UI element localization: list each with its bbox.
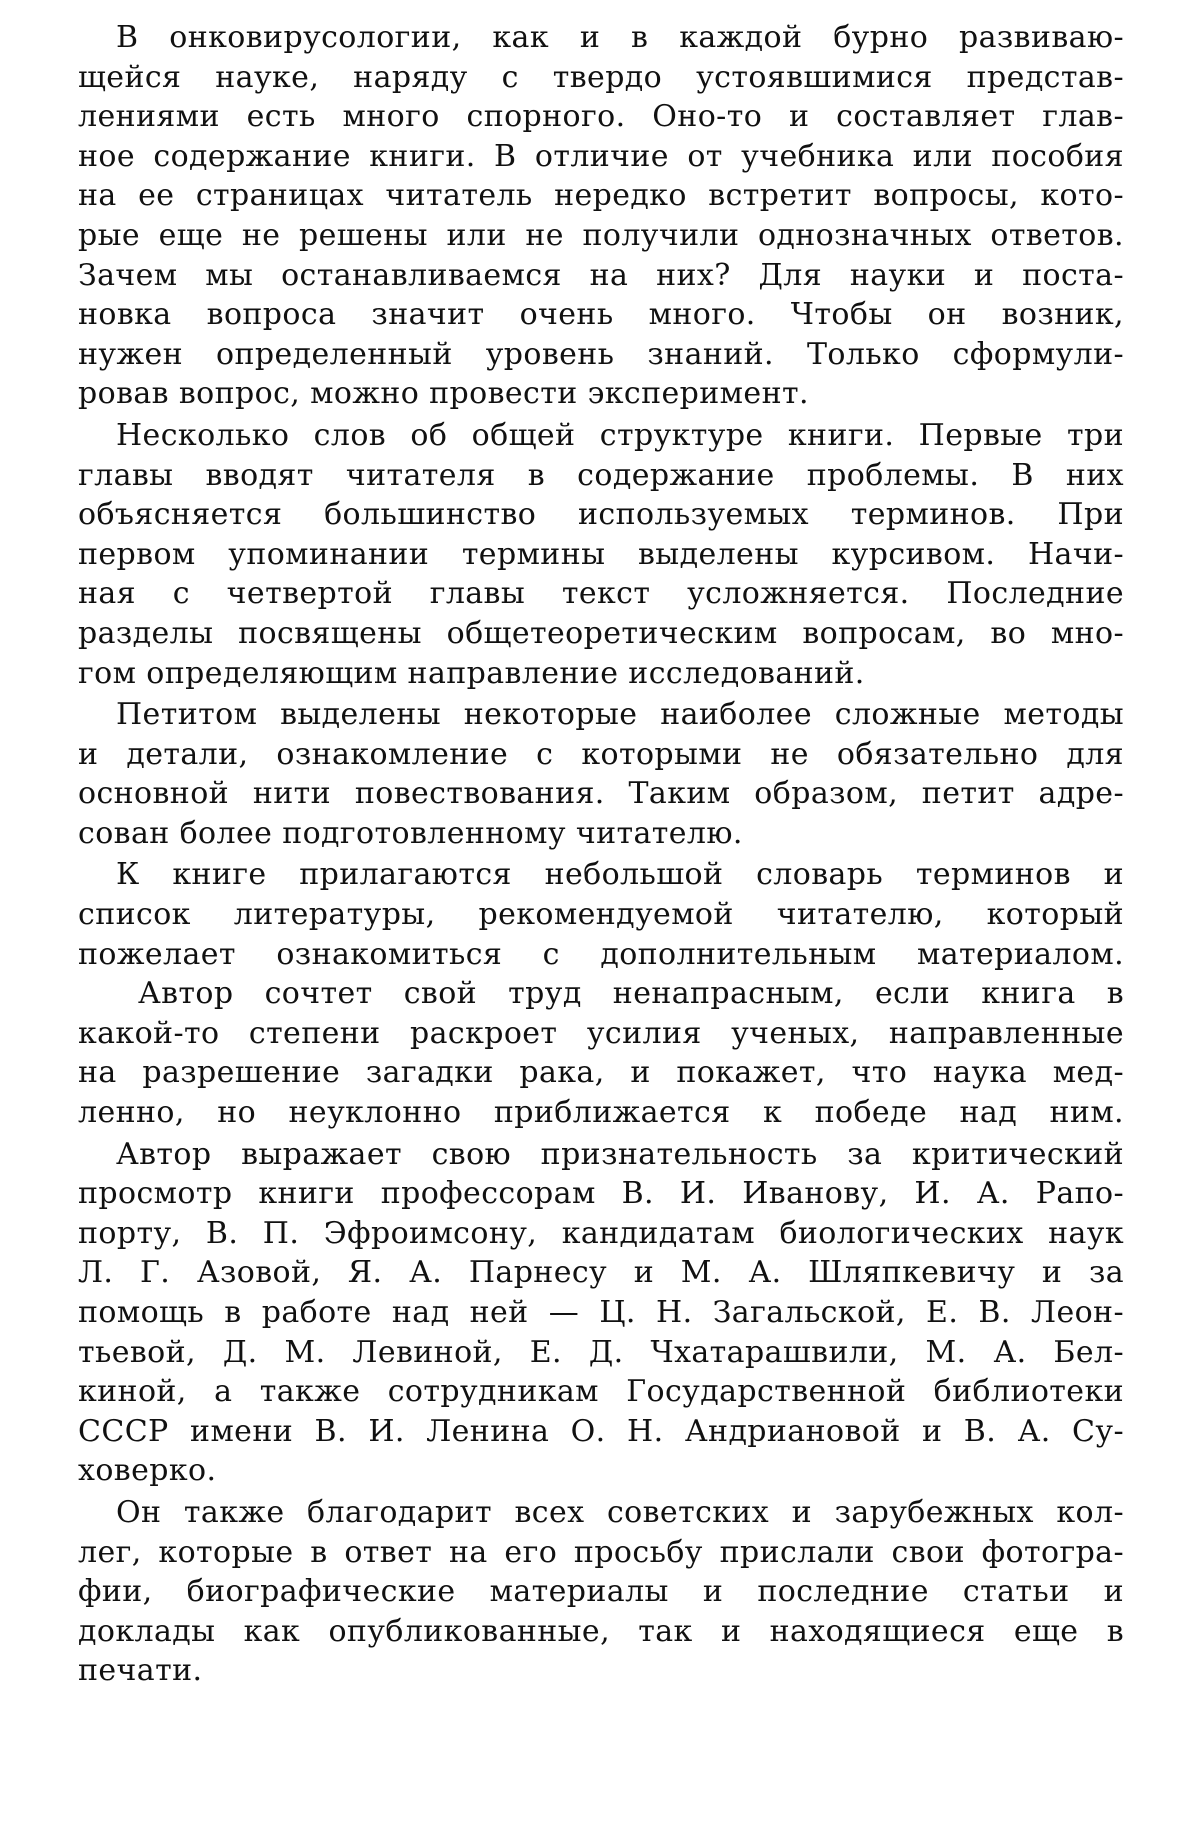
text-line: лег, которые в ответ на его просьбу прислали свои фотогра-: [78, 1534, 1124, 1570]
paragraph-author-hope: [78, 974, 1124, 1132]
text-line: тьевой, Д. М. Левиной, Е. Д. Чхатарашвили, М. А. Бел-: [78, 1334, 1124, 1370]
paragraph-intro: [78, 18, 1124, 414]
text-line: ровав вопрос, можно провести эксперимент.: [78, 376, 809, 412]
text-line: разделы посвящены общетеоретическим вопросам, во мно-: [78, 615, 1124, 651]
paragraph-glossary: [78, 855, 1124, 974]
text-line: первом упоминании термины выделены курсивом. Начи-: [78, 536, 1124, 572]
text-line: Несколько слов об общей структуре книги. Первые три: [116, 417, 1124, 453]
text-line: какой-то степени раскроет усилия ученых, направленные: [78, 1015, 1124, 1051]
text-line: Петитом выделены некоторые наиболее сложные методы: [116, 697, 1124, 733]
text-line: главы вводят читателя в содержание проблемы. В них: [78, 457, 1124, 493]
text-line: К книге прилагаются небольшой словарь терминов и: [116, 857, 1124, 893]
text-line: новка вопроса значит очень много. Чтобы он возник,: [78, 297, 1124, 333]
text-line: порту, В. П. Эфроимсону, кандидатам биологических наук: [78, 1215, 1124, 1251]
text-line: щейся науке, наряду с твердо устоявшимися представ-: [78, 59, 1124, 95]
text-line: просмотр книги профессорам В. И. Иванову, И. А. Рапо-: [78, 1176, 1124, 1212]
text-line: СССР имени В. И. Ленина О. Н. Андриановой и В. А. Су-: [78, 1413, 1124, 1449]
text-line: и детали, ознакомление с которыми не обязательно для: [78, 736, 1124, 772]
text-line: гом определяющим направление исследований.: [78, 655, 865, 691]
text-line: киной, а также сотрудникам Государственной библиотеки: [78, 1374, 1124, 1410]
text-line: ная с четвертой главы текст усложняется. Последние: [78, 576, 1124, 612]
paragraph-structure: [78, 416, 1124, 693]
text-line: основной нити повествования. Таким образом, петит адре-: [78, 776, 1124, 812]
text-line: Л. Г. Азовой, Я. А. Парнесу и М. А. Шляпкевичу и за: [78, 1255, 1124, 1291]
paragraph-petit: [78, 695, 1124, 853]
text-line: ное содержание книги. В отличие от учебника или пособия: [78, 138, 1124, 174]
text-line: ховерко.: [78, 1453, 217, 1489]
text-line: список литературы, рекомендуемой читателю, который: [78, 897, 1124, 933]
text-line: Автор сочтет свой труд ненапрасным, если книга в: [138, 976, 1124, 1012]
text-line: объясняется большинство используемых терминов. При: [78, 497, 1124, 533]
text-line: фии, биографические материалы и последние статьи и: [78, 1574, 1124, 1610]
text-line: В онковирусологии, как и в каждой бурно развиваю-: [116, 20, 1124, 55]
text-line: лениями есть много спорного. Оно-то и составляет глав-: [78, 99, 1124, 135]
paragraph-acknowledgements: [78, 1135, 1124, 1491]
document-page: [78, 18, 1124, 1691]
text-line: нужен определенный уровень знаний. Только сформули-: [78, 336, 1124, 372]
text-line: помощь в работе над ней — Ц. Н. Загальской, Е. В. Леон-: [78, 1295, 1124, 1330]
text-line: Зачем мы останавливаемся на них? Для науки и поста-: [78, 257, 1124, 293]
text-line: печати.: [78, 1653, 203, 1689]
text-line: ленно, но неуклонно приближается к победе над ним.: [78, 1095, 1124, 1131]
text-line: Он также благодарит всех советских и зарубежных кол-: [116, 1494, 1124, 1530]
text-line: на разрешение загадки рака, и покажет, что наука мед-: [78, 1055, 1124, 1091]
text-line: рые еще не решены или не получили однозначных ответов.: [78, 217, 1124, 253]
text-line: пожелает ознакомиться с дополнительным материалом.: [78, 936, 1124, 972]
text-line: доклады как опубликованные, так и находящиеся еще в: [78, 1613, 1124, 1649]
text-line: сован более подготовленному читателю.: [78, 815, 743, 851]
text-line: Автор выражает свою признательность за критический: [116, 1136, 1124, 1172]
text-line: на ее страницах читатель нередко встретит вопросы, кото-: [78, 178, 1124, 214]
paragraph-thanks-colleagues: [78, 1493, 1124, 1691]
